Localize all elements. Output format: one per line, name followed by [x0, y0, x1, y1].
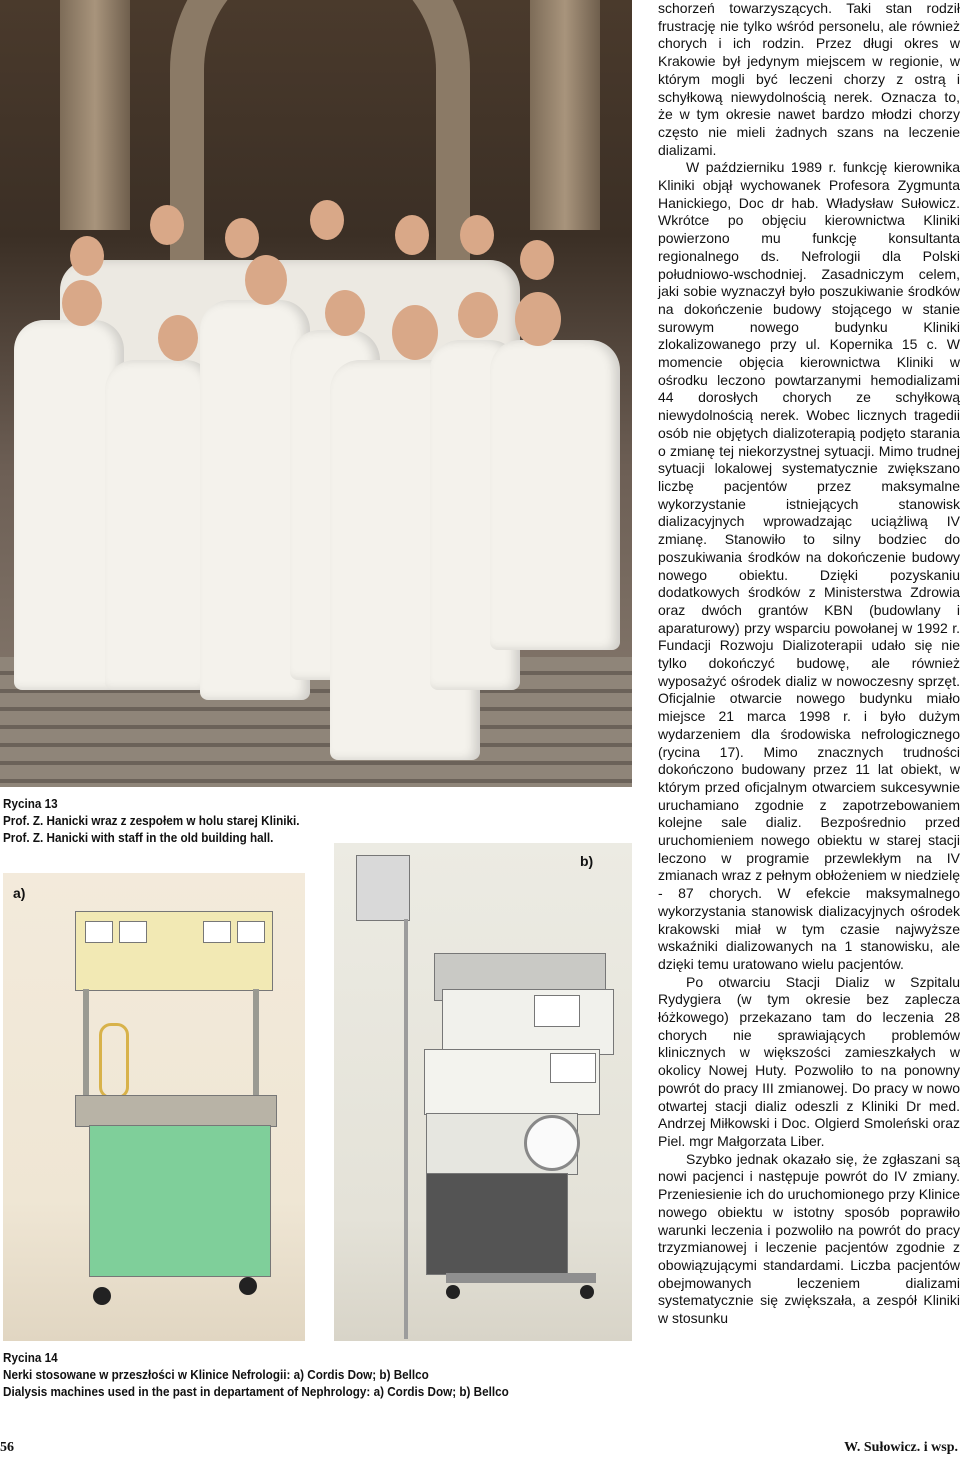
figure-13-photo — [0, 0, 632, 787]
dial-icon — [524, 1115, 580, 1171]
wheel-icon — [239, 1277, 257, 1295]
panel-b-label: b) — [580, 853, 594, 869]
figure-14b-photo — [334, 843, 632, 1341]
wheel-icon — [93, 1287, 111, 1305]
page-number: 56 — [0, 1440, 14, 1455]
gauge-icon — [85, 921, 113, 943]
figure-13-label: Rycina 13 — [3, 796, 58, 811]
monitor-box — [356, 855, 410, 921]
figure-14a-photo — [3, 873, 305, 1341]
figure-14-label: Rycina 14 — [3, 1350, 58, 1365]
figure-14-caption-pl: Nerki stosowane w przeszłości w Klinice Nefrologii: a) Cordis Dow; b) Bellco — [3, 1367, 429, 1382]
cart-cabinet — [89, 1125, 271, 1277]
paragraph: W październiku 1989 r. funkcję kierownika Kliniki objął wychowanek Profesora Zygmunta Hanickiego, Doc dr hab. Władysław Sułowicz. Wkrótce po objęciu kierownictwa Kliniki powierzono mu funkcję konsultanta regionalnego ds. Nefrologii dla Polski południowo-wschodniej. Zasadniczym celem, jaki sobie wyznaczył było poszukiwanie środków na dokończenie budowy stojącego w stanie surowym nowego budynku Kliniki zlokalizowanego przy ul. Kopernika 15 c. W momencie objęcia kierownictwa Kliniki w ośrodku leczono powtarzanymi hemodializami 44 dorosłych chorych ze schyłkową niewydolnością nerek. Wobec licznych tragedii osób nie objętych dializoterapią podjęto starania o zmianę tej niekorzystnej sytuacji. Mimo trudnej sytuacji lokalowej systematycznie zwiększano liczbę pacjentów przez maksymalne wykorzystanie istniejących stanowisk dializacyjnych wprowadzając uciążliwą IV zmianę. Stanowiło to silny bodziec do poszukiwania środków na dokończenie budowy nowego obiektu. Dzięki pozyskaniu dodatkowych środków z Ministerstwa Zdrowia oraz dwóch grantów KBN (budowlany i aparaturowy) przy wsparciu powołanej w 1992 r. Fundacji Rozwoju Dializoterapii udało się nie tylko dokończyć budowę, ale również wyposażyć ośrodek dializ w nowoczesny sprzęt. Oficjalnie otwarcie nowego budynku miało miejsce 21 marca 1998 r. i było dużym wydarzeniem dla środowiska nefrologicznego (rycina 17). Mimo znacznych trudności dokończono budowany przez 11 lat obiekt, w którym przed oficjalnym otwarciem sukcesywnie uruchamiano zgodnie z zapotrzebowaniem kolejne sale dializ. Bezpośrednio przed uruchomieniem nowego obiektu w starej stacji leczono w programie przewlekłym na IV zmianach wraz z pełnym obłożeniem w niedzielę - 87 chorych. W efekcie maksymalnego wykorzystania stanowisk dializacyjnych ośrodek krakowski miał w tym czasie najwyższe wskaźniki dializowanych na 1 stanowisku, ale dzięki temu uratowano wielu pacjentów. — [658, 159, 960, 972]
cart-top — [75, 1095, 277, 1127]
paragraph: schorzeń towarzyszących. Taki stan rodził frustrację nie tylko wśród personelu, ale również chorych i ich rodzin. Przez długi okres w Krakowie był jedynym miejscem w regionie, w którym mogli być leczeni chorzy z ostrą i schyłkową niewydolnością nerek. Oznacza to, że w tym okresie nawet bardzo młodzi chorzy często nie mieli żadnych szans na leczenie dializami. — [658, 0, 960, 158]
staff-member — [490, 340, 620, 650]
staff-member — [105, 360, 215, 690]
body-text-column — [658, 0, 960, 1328]
paragraph: Szybko jednak okazało się, że zgłaszani są nowi pacjenci i następuje powrót do IV zmiany. Przeniesienie ich do uruchomionego przy Klinice nowego obiektu w istotny sposób poprawiło warunki leczenia i pozwoliło na powrót do pracy trzyzmianowej i leczenie pacjentów zgodnie z obowiązującymi standardami. Liczba pacjentów obejmowanych leczeniem dializami systematycznie się zwiększała, a zespół Kliniki w stosunku — [658, 1150, 960, 1327]
panel-a-label: a) — [13, 885, 26, 901]
wheel-icon — [580, 1285, 594, 1299]
gauge-icon — [203, 921, 231, 943]
gauge-icon — [550, 1053, 596, 1083]
figure-13-caption-pl: Prof. Z. Hanicki wraz z zespołem w holu starej Kliniki. — [3, 813, 300, 828]
hall-column-right — [530, 0, 600, 230]
wheel-icon — [446, 1285, 460, 1299]
figure-13-caption-en: Prof. Z. Hanicki with staff in the old building hall. — [3, 830, 274, 845]
bellco-module — [442, 989, 614, 1055]
running-author: W. Sułowicz. i wsp. — [844, 1440, 958, 1455]
gauge-icon — [119, 921, 147, 943]
hall-column-left — [60, 0, 130, 230]
figure-14-caption-en: Dialysis machines used in the past in departament of Nephrology: a) Cordis Dow; b) Bellco — [3, 1384, 509, 1399]
paragraph: Po otwarciu Stacji Dializ w Szpitalu Rydygiera (w tym okresie bez zaplecza łóżkowego) przekazano tam do leczenia 28 chorych nie sprawiających problemów klinicznych w większości zamieszkałych w okolicy Nowej Huty. Pozwoliło to na ponowny powrót do pracy III zmianowej. Do pracy w nowo otwartej stacji dializ odeszli z Kliniki Dr med. Andrzej Miłkowski i Doc. Olgierd Smoleński oraz Piel. mgr Małgorzata Liber. — [658, 973, 960, 1149]
cart-base — [426, 1173, 568, 1275]
gauge-icon — [237, 921, 265, 943]
gauge-icon — [534, 995, 580, 1027]
